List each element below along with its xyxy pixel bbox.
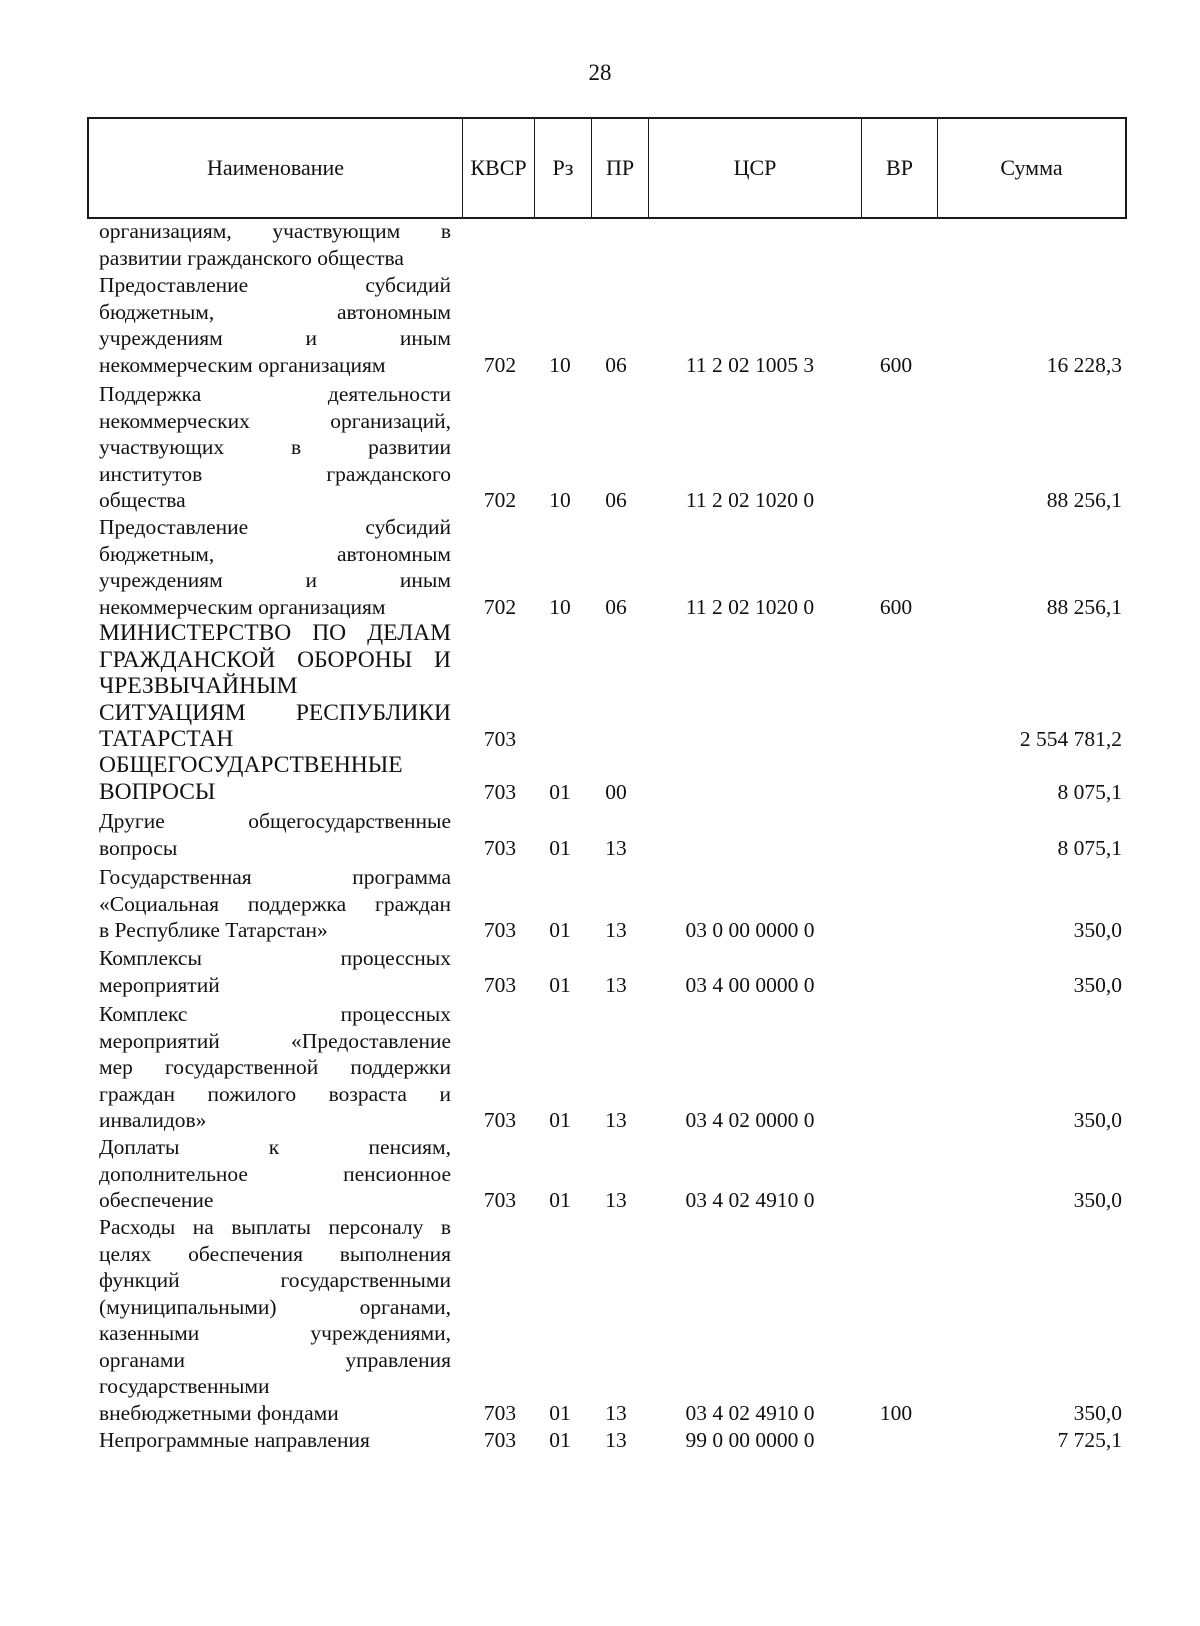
header-name: Наименование bbox=[89, 119, 463, 217]
cell-kvsr: 702 bbox=[483, 594, 517, 619]
cell-pr: 06 bbox=[605, 594, 627, 619]
row-name bbox=[99, 1214, 451, 1426]
header-pr: ПР bbox=[592, 119, 649, 217]
cell-sum: 88 256,1 bbox=[1046, 488, 1122, 512]
header-csr: ЦСР bbox=[649, 119, 862, 217]
table-row bbox=[0, 514, 1200, 620]
row-name-line: инвалидов» bbox=[99, 1108, 207, 1132]
row-name-line: мероприятий bbox=[99, 972, 220, 997]
row-name-line: некоммерческим организациям bbox=[99, 594, 386, 619]
row-name bbox=[99, 752, 451, 805]
table-row bbox=[0, 808, 1200, 861]
cell-kvsr: 702 bbox=[483, 488, 517, 512]
row-name-line: казенными учреждениями, bbox=[99, 1321, 451, 1345]
row-name-line: Доплаты к пенсиям, bbox=[99, 1135, 451, 1159]
row-name bbox=[99, 864, 451, 944]
row-name bbox=[99, 218, 451, 271]
cell-kvsr: 702 bbox=[483, 352, 517, 377]
row-name-line: дополнительное пенсионное bbox=[99, 1161, 451, 1186]
cell-rz: 01 bbox=[549, 918, 571, 942]
cell-csr: 11 2 02 1020 0 bbox=[685, 488, 815, 512]
row-name bbox=[99, 1001, 451, 1134]
row-name bbox=[99, 945, 451, 998]
header-vr: ВР bbox=[862, 119, 938, 217]
cell-sum: 16 228,3 bbox=[1046, 352, 1122, 377]
cell-pr: 06 bbox=[605, 488, 627, 512]
cell-pr: 06 bbox=[605, 352, 627, 377]
row-name-line: ЧРЕЗВЫЧАЙНЫМ bbox=[99, 673, 298, 699]
cell-sum: 7 725,1 bbox=[1057, 1428, 1122, 1452]
row-name-line: институтов гражданского bbox=[99, 461, 451, 486]
table-row bbox=[0, 620, 1200, 753]
row-name-line: (муниципальными) органами, bbox=[99, 1294, 451, 1319]
row-name-line: мер государственной поддержки bbox=[99, 1055, 451, 1079]
row-name-line: государственными bbox=[99, 1374, 270, 1398]
cell-sum: 350,0 bbox=[1073, 1108, 1122, 1132]
row-name-line: в Республике Татарстан» bbox=[99, 918, 328, 942]
cell-rz: 01 bbox=[549, 779, 571, 804]
row-name bbox=[99, 272, 451, 378]
cell-pr: 13 bbox=[605, 972, 627, 997]
table-row bbox=[0, 1427, 1200, 1454]
cell-sum: 88 256,1 bbox=[1046, 594, 1122, 619]
row-name-line: развитии гражданского общества bbox=[99, 245, 404, 270]
row-name-line: бюджетным, автономным bbox=[99, 299, 451, 324]
cell-kvsr: 703 bbox=[483, 835, 517, 860]
cell-rz: 01 bbox=[549, 1428, 571, 1452]
cell-csr: 11 2 02 1005 3 bbox=[685, 352, 815, 377]
page-number: 28 bbox=[588, 60, 612, 85]
row-name bbox=[99, 1427, 451, 1454]
cell-sum: 350,0 bbox=[1073, 1400, 1122, 1425]
cell-rz: 01 bbox=[549, 1108, 571, 1132]
cell-sum: 2 554 781,2 bbox=[1019, 727, 1122, 751]
cell-csr: 11 2 02 1020 0 bbox=[685, 594, 815, 619]
cell-pr: 13 bbox=[605, 1428, 627, 1452]
row-name-line: внебюджетными фондами bbox=[99, 1400, 339, 1425]
row-name-line: бюджетным, автономным bbox=[99, 541, 451, 566]
row-name-line: Предоставление субсидий bbox=[99, 515, 451, 539]
header-rz: Рз bbox=[535, 119, 592, 217]
row-name-line: некоммерческим организациям bbox=[99, 352, 386, 377]
cell-sum: 350,0 bbox=[1073, 918, 1122, 942]
row-name-line: организациям, участвующим в bbox=[99, 219, 451, 243]
cell-rz: 01 bbox=[549, 1400, 571, 1425]
cell-rz: 01 bbox=[549, 1188, 571, 1212]
row-name-line: обеспечение bbox=[99, 1188, 214, 1212]
table-row bbox=[0, 272, 1200, 378]
table-row bbox=[0, 1134, 1200, 1214]
row-name-line: учреждениям и иным bbox=[99, 326, 451, 350]
table-row bbox=[0, 752, 1200, 805]
cell-sum: 350,0 bbox=[1073, 1188, 1122, 1212]
table-row bbox=[0, 945, 1200, 998]
row-name-line: участвующих в развитии bbox=[99, 435, 451, 459]
cell-kvsr: 703 bbox=[483, 918, 517, 942]
cell-pr: 13 bbox=[605, 918, 627, 942]
table-row bbox=[0, 381, 1200, 514]
cell-kvsr: 703 bbox=[483, 1428, 517, 1452]
table-row bbox=[0, 218, 1200, 271]
row-name bbox=[99, 808, 451, 861]
row-name-line: Государственная программа bbox=[99, 865, 451, 889]
row-name-line: Комплексы процессных bbox=[99, 946, 451, 970]
cell-rz: 10 bbox=[549, 352, 571, 377]
cell-csr: 03 4 02 4910 0 bbox=[685, 1188, 815, 1212]
row-name bbox=[99, 620, 451, 753]
cell-sum: 8 075,1 bbox=[1057, 835, 1122, 860]
row-name-line: ГРАЖДАНСКОЙ ОБОРОНЫ И bbox=[99, 646, 451, 673]
row-name-line: ВОПРОСЫ bbox=[99, 778, 216, 805]
cell-rz: 10 bbox=[549, 594, 571, 619]
cell-pr: 13 bbox=[605, 1188, 627, 1212]
cell-rz: 01 bbox=[549, 835, 571, 860]
row-name-line: ОБЩЕГОСУДАРСТВЕННЫЕ bbox=[99, 752, 403, 778]
row-name-line: органами управления bbox=[99, 1347, 451, 1372]
cell-csr: 03 4 00 0000 0 bbox=[685, 972, 815, 997]
row-name bbox=[99, 1134, 451, 1214]
row-name-line: Комплекс процессных bbox=[99, 1002, 451, 1026]
row-name-line: Непрограммные направления bbox=[99, 1428, 370, 1452]
row-name bbox=[99, 514, 451, 620]
table-row bbox=[0, 864, 1200, 944]
cell-kvsr: 703 bbox=[483, 779, 517, 804]
cell-pr: 13 bbox=[605, 1108, 627, 1132]
row-name bbox=[99, 381, 451, 514]
cell-csr: 99 0 00 0000 0 bbox=[685, 1428, 815, 1452]
row-name-line: мероприятий «Предоставление bbox=[99, 1028, 451, 1053]
cell-kvsr: 703 bbox=[483, 1108, 517, 1132]
header-kvsr: КВСР bbox=[463, 119, 535, 217]
cell-rz: 10 bbox=[549, 488, 571, 512]
cell-vr: 100 bbox=[879, 1400, 913, 1425]
cell-kvsr: 703 bbox=[483, 727, 517, 751]
cell-sum: 350,0 bbox=[1073, 972, 1122, 997]
row-name-line: Расходы на выплаты персоналу в bbox=[99, 1215, 451, 1239]
row-name-line: функций государственными bbox=[99, 1268, 451, 1292]
cell-pr: 13 bbox=[605, 1400, 627, 1425]
cell-csr: 03 4 02 0000 0 bbox=[685, 1108, 815, 1132]
row-name-line: Другие общегосударственные bbox=[99, 809, 451, 833]
cell-sum: 8 075,1 bbox=[1057, 779, 1122, 804]
row-name-line: Предоставление субсидий bbox=[99, 273, 451, 297]
row-name-line: ТАТАРСТАН bbox=[99, 726, 234, 752]
row-name-line: граждан пожилого возраста и bbox=[99, 1081, 451, 1106]
row-name-line: СИТУАЦИЯМ РЕСПУБЛИКИ bbox=[99, 699, 451, 726]
cell-csr: 03 4 02 4910 0 bbox=[685, 1400, 815, 1425]
row-name-line: некоммерческих организаций, bbox=[99, 408, 451, 433]
cell-csr: 03 0 00 0000 0 bbox=[685, 918, 815, 942]
cell-pr: 13 bbox=[605, 835, 627, 860]
row-name-line: целях обеспечения выполнения bbox=[99, 1241, 451, 1266]
row-name-line: Поддержка деятельности bbox=[99, 382, 451, 406]
row-name-line: МИНИСТЕРСТВО ПО ДЕЛАМ bbox=[99, 620, 451, 646]
cell-vr: 600 bbox=[879, 594, 913, 619]
table-row bbox=[0, 1001, 1200, 1134]
row-name-line: учреждениям и иным bbox=[99, 568, 451, 592]
row-name-line: общества bbox=[99, 488, 186, 512]
cell-pr: 00 bbox=[605, 779, 627, 804]
table-row bbox=[0, 1214, 1200, 1426]
cell-rz: 01 bbox=[549, 972, 571, 997]
cell-kvsr: 703 bbox=[483, 972, 517, 997]
cell-vr: 600 bbox=[879, 352, 913, 377]
row-name-line: вопросы bbox=[99, 835, 178, 860]
header-sum: Сумма bbox=[1000, 155, 1063, 180]
row-name-line: «Социальная поддержка граждан bbox=[99, 891, 451, 916]
cell-kvsr: 703 bbox=[483, 1188, 517, 1212]
cell-kvsr: 703 bbox=[483, 1400, 517, 1425]
